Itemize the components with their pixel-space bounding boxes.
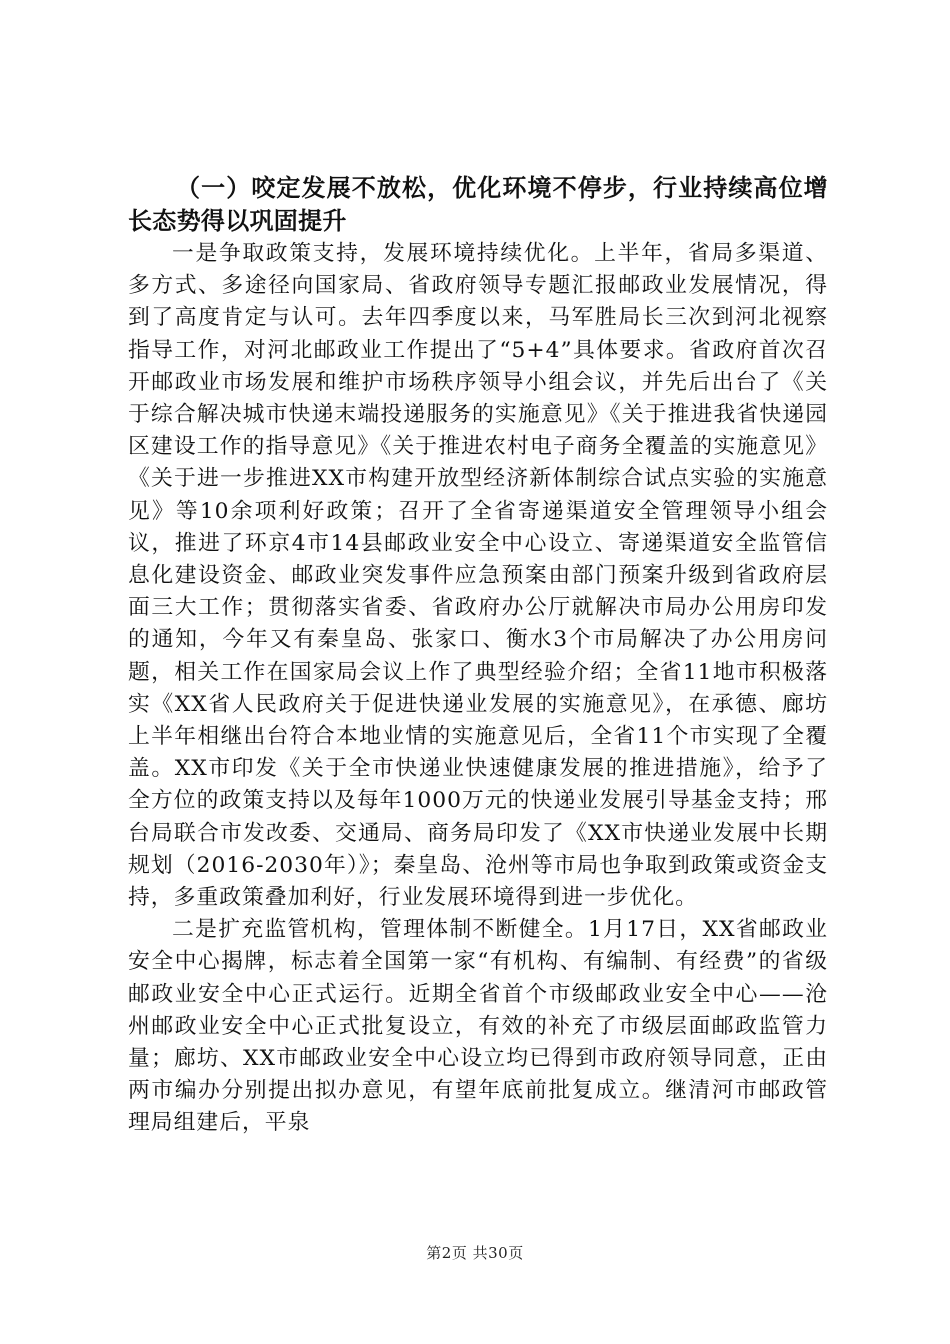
paragraph-policy-support: 一是争取政策支持，发展环境持续优化。上半年，省局多渠道、多方式、多途径向国家局、省政府领导专题汇报邮政业发展情况，得到了高度肯定与认可。去年四季度以来，马军胜局长三次到河北视察指导工作，对河北邮政业工作提出了“5+4”具体要求。省政府首次召开邮政业市场发展和维护市场秩序领导小组会议，并先后出台了《关于综合解决城市快递末端投递服务的实施意见》《关于推进我省快递园区建设工作的指导意见》《关于推进农村电子商务全覆盖的实施意见》《关于进一步推进XX市构建开放型经济新体制综合试点实验的实施意见》等10余项利好政策；召开了全省寄递渠道安全管理领导小组会议，推进了环京4市14县邮政业安全中心设立、寄递渠道安全监管信息化建设资金、邮政业突发事件应急预案由部门预案升级到省政府层面三大工作；贯彻落实省委、省政府办公厅就解决市局办公用房印发的通知，今年又有秦皇岛、张家口、衡水3个市局解决了办公用房问题，相关工作在国家局会议上作了典型经验介绍；全省11地市积极落实《XX省人民政府关于促进快递业发展的实施意见》，在承德、廊坊上半年相继出台符合本地业情的实施意见后，全省11个市实现了全覆盖。XX市印发《关于全市快递业快速健康发展的推进措施》，给予了全方位的政策支持以及每年1000万元的快递业发展引导基金支持；邢台局联合市发改委、交通局、商务局印发了《XX市快递业发展中长期规划（2016-2030年）》；秦皇岛、沧州等市局也争取到政策或资金支持，多重政策叠加利好，行业发展环境得到进一步优化。 [128, 241, 828, 911]
section-heading: （一）咬定发展不放松，优化环境不停步，行业持续高位增长态势得以巩固提升 [128, 174, 828, 235]
document-body [128, 172, 828, 1140]
paragraph-regulatory-agencies: 二是扩充监管机构，管理体制不断健全。1月17日，XX省邮政业安全中心揭牌，标志着全国第一家“有机构、有编制、有经费”的省级邮政业安全中心正式运行。近期全省首个市级邮政业安全中心——沧州邮政业安全中心正式批复设立，有效的补充了市级层面邮政监管力量；廊坊、XX市邮政业安全中心设立均已得到市政府领导同意，正由两市编办分别提出拟办意见，有望年底前批复成立。继清河市邮政管理局组建后，平泉 [128, 917, 828, 1136]
page-number-footer: 第2页 共30页 [426, 1244, 524, 1262]
